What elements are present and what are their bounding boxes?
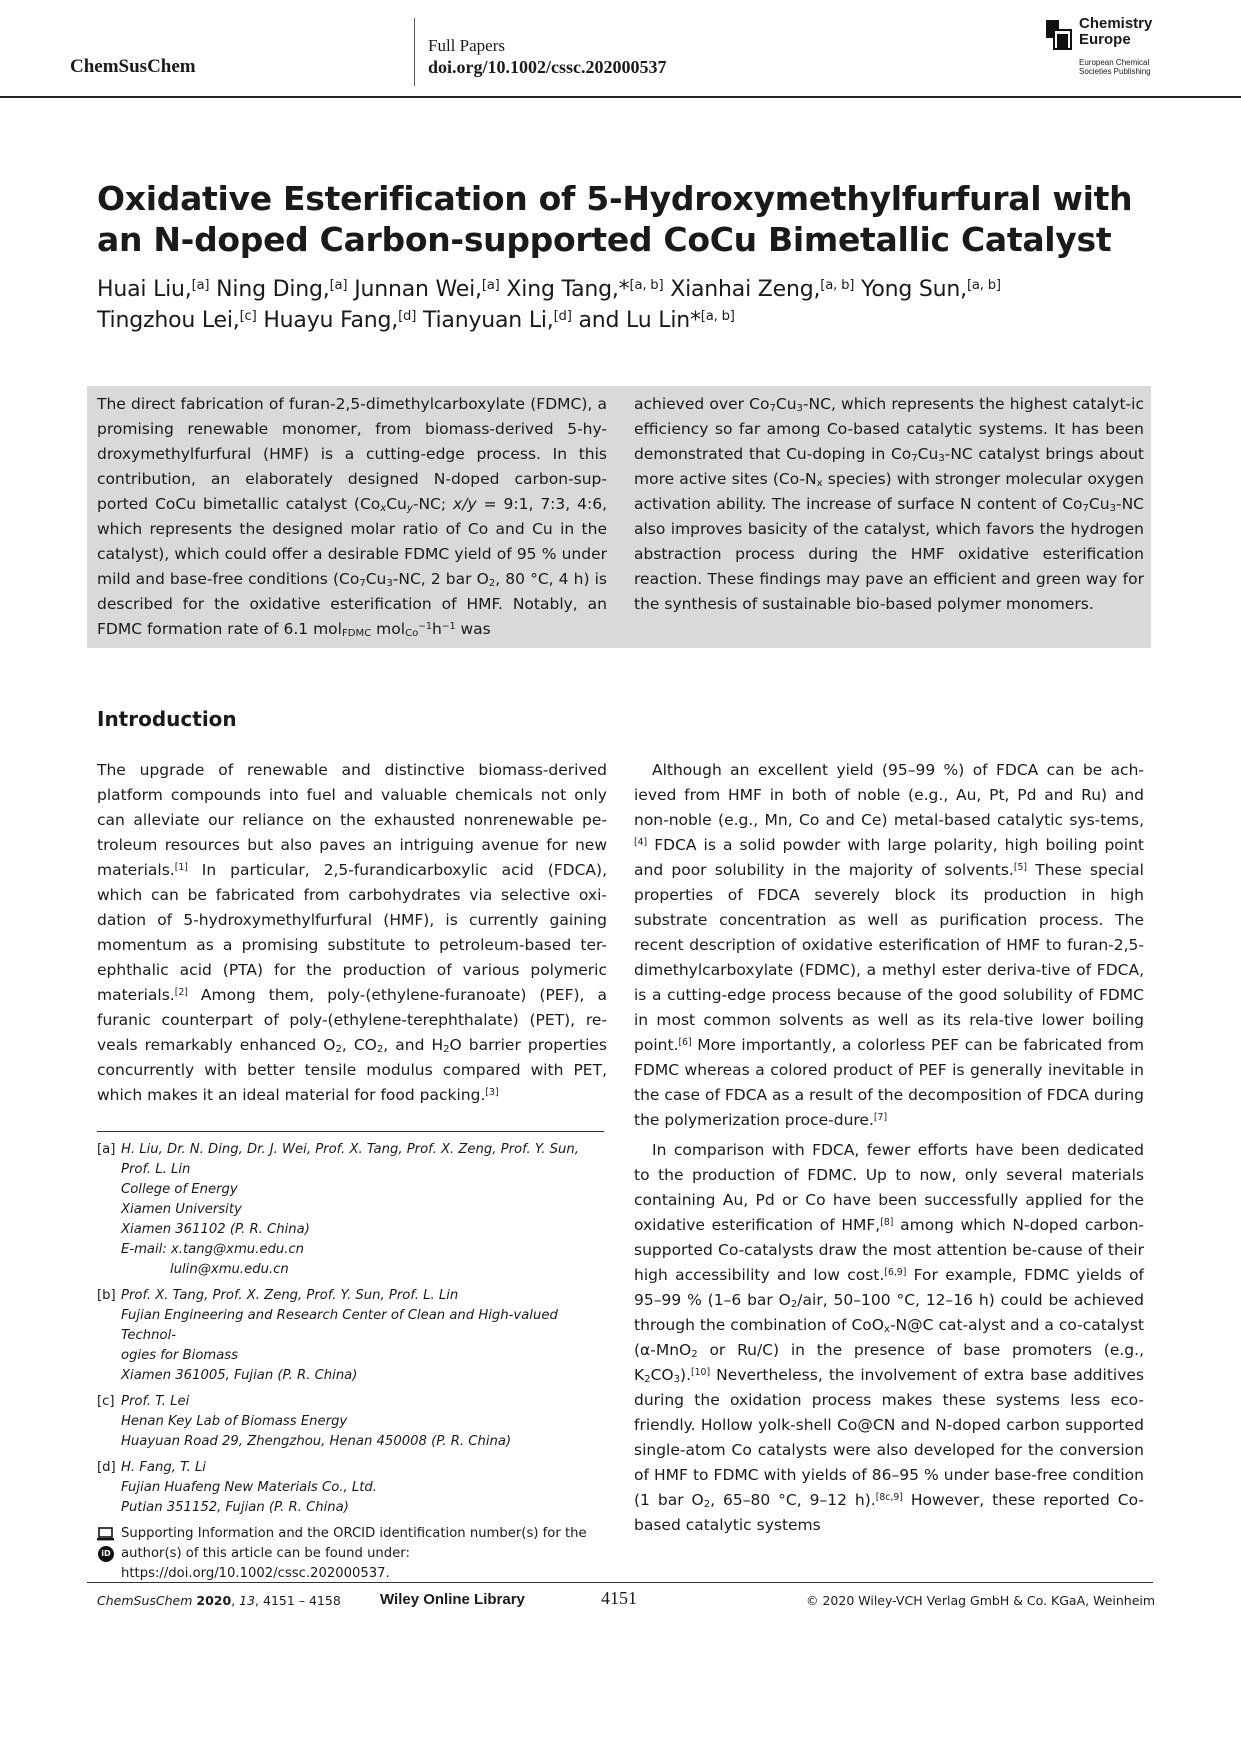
citation[interactable]: [6,9]	[884, 1266, 907, 1278]
article-type: Full Papers	[428, 36, 505, 55]
paragraph: Although an excellent yield (95–99 %) of FDCA can be ach-ieved from HMF in both of noble (e.g., Au, Pt, Pd and Ru) and non-noble (e.g., Mn, Co and Ce) metal-based catalytic sys-tems,[4] FDCA is a solid powder with large polarity, high boiling point and poor solubility in the majority of solvents.[5] These special properties of FDCA severely block its production in high substrate concentration as well as purification process. The recent description of oxidative esterification of HMF to furan-2,5-dimethylcarboxylate (FDMC), a methyl ester deriva-tive of FDCA, is a cutting-edge process because of the good solubility of FDMC in most common solvents as well as its rela-tive lower boiling point.[6] More importantly, a colorless PEF can be fabricated from FDMC whereas a colored product of PEF is generally inevitable in the case of FDCA as a result of the decomposition of FDCA during the polymerization proce-dure.[7]	[634, 761, 1144, 1129]
author[interactable]: Tingzhou Lei,[c]	[97, 308, 257, 333]
paragraph: The upgrade of renewable and distinctive biomass-derived platform compounds into fuel and valuable chemicals not only can alleviate our reliance on the exhausted nonrenewable pe-troleum resources but also paves an intriguing avenue for new materials.[1] In particular, 2,5-furandicarboxylic acid (FDCA), which can be fabricated from carbohydrates via selective oxi-dation of 5-hydroxymethylfurfural (HMF), is currently gaining momentum as a promising substitute to petroleum-based ter-ephthalic acid (PTA) for the production of various polymeric materials.[2] Among them, poly-(ethylene-furanoate) (PEF), a furanic counterpart of poly-(ethylene-terephthalate) (PET), re-veals remarkably enhanced $O_2$, $CO_2$, and $H_2O$ barrier properties concurrently with better tensile modulus compared with PET, which makes it an ideal material for food packing.[3]	[97, 761, 607, 1104]
logo-subtitle	[1079, 58, 1151, 76]
abstract-box	[87, 386, 1151, 648]
author[interactable]: Ning Ding,[a]	[216, 277, 348, 302]
logo-sub-line1: European Chemical	[1079, 58, 1150, 67]
affiliation-d: [d] H. Fang, T. Li Fujian Huafeng New Materials Co., Ltd. Putian 351152, Fujian (P. R. China)	[97, 1460, 377, 1515]
citation[interactable]: [2]	[174, 986, 188, 998]
footnote-rule	[97, 1131, 604, 1132]
citation[interactable]: [3]	[485, 1086, 499, 1098]
supporting-info-link[interactable]: https://doi.org/10.1002/cssc.202000537.	[121, 1566, 390, 1581]
copyright: © 2020 Wiley-VCH Verlag GmbH & Co. KGaA, Weinheim	[806, 1593, 1156, 1608]
paragraph: In comparison with FDCA, fewer efforts have been dedicated to the production of FDMC. Up to now, only several materials containing Au, Pd or Co have been successfully applied for the oxidative esterification of HMF,[8] among which N-doped carbon-supported Co-catalysts draw the most attention be-cause of their high accessibility and low cost.[6,9] For example, FDMC yields of 95–99 % (1–6 bar $O_2$/air, 50–100 °C, 12–16 h) could be achieved through the combination of CoO$_x$-N@C cat-alyst and a co-catalyst (α-MnO$_2$ or Ru/C) in the presence of base promoters (e.g., $K_2CO_3).[10]$ Nevertheless, the involvement of extra base additives during the oxidation process makes these systems less eco-friendly. Hollow yolk-shell Co@CN and N-doped carbon supported single-atom Co catalysts were also developed for the conversion of HMF to FDMC with yields of 86–95 % under base-free condition (1 bar $O_2$, 65–80 °C, 9–12 h).[8c,9] However, these reported Co-based catalytic systems	[634, 1141, 1145, 1534]
logo-name-line2: Europe	[1079, 31, 1131, 48]
section-heading-introduction: Introduction	[97, 707, 237, 731]
chemistry-europe-logo[interactable]	[1046, 16, 1178, 80]
logo-sub-line2: Societies Publishing	[1079, 67, 1151, 76]
citation[interactable]: [4]	[634, 836, 648, 848]
author[interactable]: Xing Tang,*[a, b]	[506, 277, 664, 302]
citation[interactable]: [5]	[1013, 861, 1028, 873]
orcid-icon: iD	[98, 1546, 114, 1562]
body-right-column	[634, 758, 1144, 1538]
citation[interactable]: [7]	[873, 1111, 888, 1123]
author[interactable]: Junnan Wei,[a]	[354, 277, 500, 302]
author[interactable]: Yong Sun,[a, b]	[861, 277, 1001, 302]
doi-link[interactable]: doi.org/10.1002/cssc.202000537	[428, 57, 667, 77]
abstract-right-column: achieved over $Co_7Cu_3-NC$, which represents the highest catalyt-ic efficiency so far among Co-based catalytic systems. It has been demonstrated that Cu-doping in $Co_7Cu_3-NC$ catalyst brings about more active sites ($Co-N_x$ species) with stronger molecular oxygen activation ability. The increase of surface N content of $Co_7Cu_3-NC$ also improves basicity of the catalyst, which favors the hydrogen abstraction process during the HMF oxidative esterification reaction. These findings may pave an efficient and green way for the synthesis of sustainable bio-based polymer monomers.	[634, 395, 1144, 613]
header-divider	[414, 18, 415, 86]
affiliation-b: [b] Prof. X. Tang, Prof. X. Zeng, Prof. Y. Sun, Prof. L. Lin Fujian Engineering and Research Center of Clean and High-valued Technol- ogies for Biomass Xiamen 361005, Fujian (P. R. China)	[97, 1288, 558, 1383]
author[interactable]: Huai Liu,[a]	[97, 277, 210, 302]
abstract-left-column: The direct fabrication of furan-2,5-dimethylcarboxylate (FDMC), a promising renewable monomer, from biomass-derived 5-hy-droxymethylfurfural (HMF) is a cutting-edge process. In this contribution, an elaborately designed N-doped carbon-sup-ported CoCu bimetallic catalyst ($Co_xCu_y-NC$; x/y = 9:1, 7:3, 4:6, which represents the designed molar ratio of Co and Cu in the catalyst), which could offer a desirable FDMC yield of 95 % under mild and base-free conditions ($Co_7Cu_3-NC$, 2 bar $O_2$, 80 °C, 4 h) is described for the oxidative esterification of HMF. Notably, an FDMC formation rate of 6.1 mol$_{FDMC}$ $mol_{Co}^{-1}h^{-1}$ was	[97, 395, 608, 639]
chemistry-europe-mark-icon	[1046, 20, 1072, 50]
citation[interactable]: [8c,9]	[875, 1491, 903, 1503]
citation[interactable]: [1]	[174, 861, 188, 873]
title-line-1: Oxidative Esterification of 5-Hydroxymethylfurfural with	[97, 179, 1133, 218]
article-title	[97, 178, 1157, 260]
supporting-information-note: iD Supporting Information and the ORCID identification number(s) for the author(s) of this article can be found under: https://doi.org/10.1002/cssc.202000537.	[97, 1524, 604, 1584]
author[interactable]: Huayu Fang,[d]	[263, 308, 417, 333]
computer-icon	[97, 1527, 114, 1541]
logo-name	[1079, 16, 1152, 48]
citation[interactable]: [10]	[691, 1366, 711, 1378]
body-left-column	[97, 758, 607, 1108]
affiliation-footnotes	[97, 1140, 604, 1584]
affiliation-c: [c] Prof. T. Lei Henan Key Lab of Biomass Energy Huayuan Road 29, Zhengzhou, Henan 450008 (P. R. China)	[97, 1394, 512, 1449]
logo-name-line1: Chemistry	[1079, 15, 1153, 32]
citation[interactable]: [8]	[880, 1216, 894, 1228]
author[interactable]: and Lu Lin*[a, b]	[578, 308, 735, 333]
affiliation-a: [a] H. Liu, Dr. N. Ding, Dr. J. Wei, Prof. X. Tang, Prof. X. Zeng, Prof. Y. Sun, Prof. L. Lin College of Energy Xiamen University Xiamen 361102 (P. R. China) E-mail: x.tang@xmu.edu.cn lulin@xmu.edu.cn	[97, 1140, 604, 1280]
email-link[interactable]: E-mail: x.tang@xmu.edu.cn	[121, 1242, 304, 1257]
title-line-2: an N-doped Carbon-supported CoCu Bimetallic Catalyst	[97, 220, 1112, 259]
author[interactable]: Xianhai Zeng,[a, b]	[670, 277, 855, 302]
author[interactable]: Tianyuan Li,[d]	[422, 308, 572, 333]
header-rule	[0, 96, 1241, 98]
journal-name: ChemSusChem	[70, 56, 196, 77]
author-list	[97, 274, 1157, 336]
footer-rule	[87, 1582, 1153, 1583]
wiley-online-library-link[interactable]: Wiley Online Library	[380, 1591, 525, 1608]
footer-citation: ChemSusChem 2020, 13, 4151 – 4158	[97, 1593, 341, 1608]
page-number: 4151	[601, 1588, 637, 1608]
email-link[interactable]: lulin@xmu.edu.cn	[170, 1262, 289, 1277]
citation[interactable]: [6]	[678, 1036, 692, 1048]
